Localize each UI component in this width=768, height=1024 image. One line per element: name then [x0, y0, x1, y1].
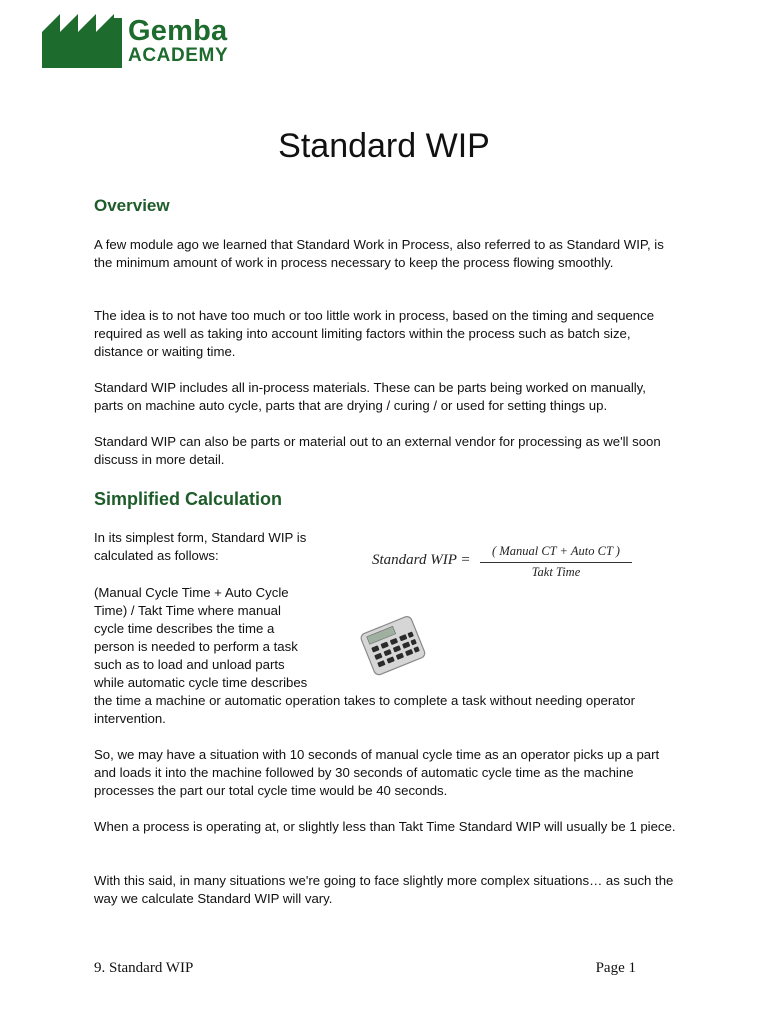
calc-intro-line: calculated as follows: [94, 548, 219, 563]
brand-name: Gemba [128, 15, 228, 47]
footer-page-number: Page 1 [595, 960, 636, 976]
brand-sub: ACADEMY [128, 45, 229, 66]
formula-fraction-bar [480, 562, 632, 563]
calc-paragraph: So, we may have a situation with 10 seconds of manual cycle time as an operator picks up a part and loads it into the machine followed by 30 seconds of automatic cycle time as the machine processes the part our total cycle time would be 40 seconds. [94, 747, 660, 799]
calc-wrap-line: (Manual Cycle Time + Auto Cycle [94, 585, 289, 600]
calc-wrap-line: cycle time describes the time a [94, 621, 275, 636]
formula-denominator: Takt Time [531, 565, 581, 579]
overview-paragraph: Standard WIP can also be parts or material out to an external vendor for processing as we'll soon discuss in more detail. [94, 434, 661, 468]
page-title: Standard WIP [278, 127, 490, 165]
calc-paragraph: When a process is operating at, or slightly less than Takt Time Standard WIP will usually be 1 piece. [94, 819, 676, 834]
factory-icon [42, 14, 124, 68]
calc-full-line: intervention. [94, 711, 166, 726]
overview-paragraph: The idea is to not have too much or too little work in process, based on the timing and sequence required as well as taking into account limiting factors within the process such as batch size, distance or waiting time. [94, 308, 655, 360]
footer-section-title: 9. Standard WIP [94, 960, 194, 976]
calc-intro-line: In its simplest form, Standard WIP is [94, 530, 307, 545]
overview-heading: Overview [94, 196, 170, 215]
formula-numerator: ( Manual CT + Auto CT ) [492, 544, 620, 558]
calc-wrap-line: person is needed to perform a task [94, 639, 298, 654]
calc-wrap-line: while automatic cycle time describes [94, 675, 308, 690]
calc-wrap-line: Time) / Takt Time where manual [94, 603, 281, 618]
calc-full-line: the time a machine or automatic operation takes to complete a task without needing operator [94, 693, 635, 708]
formula-lhs: Standard WIP = [372, 552, 471, 568]
calc-paragraph: With this said, in many situations we're going to face slightly more complex situations… as such the way we calculate Standard WIP will vary. [94, 873, 674, 907]
overview-paragraph: A few module ago we learned that Standard Work in Process, also referred to as Standard WIP, is the minimum amount of work in process necessary to keep the process flowing smoothly. [94, 237, 664, 271]
calc-wrap-line: such as to load and unload parts [94, 657, 285, 672]
calculation-heading: Simplified Calculation [94, 489, 283, 509]
standard-wip-formula [372, 544, 642, 584]
gemba-academy-logo [42, 14, 257, 70]
overview-paragraph: Standard WIP includes all in-process materials. These can be parts being worked on manually, parts on machine auto cycle, parts that are drying / curing / or used for setting things up. [94, 380, 646, 414]
